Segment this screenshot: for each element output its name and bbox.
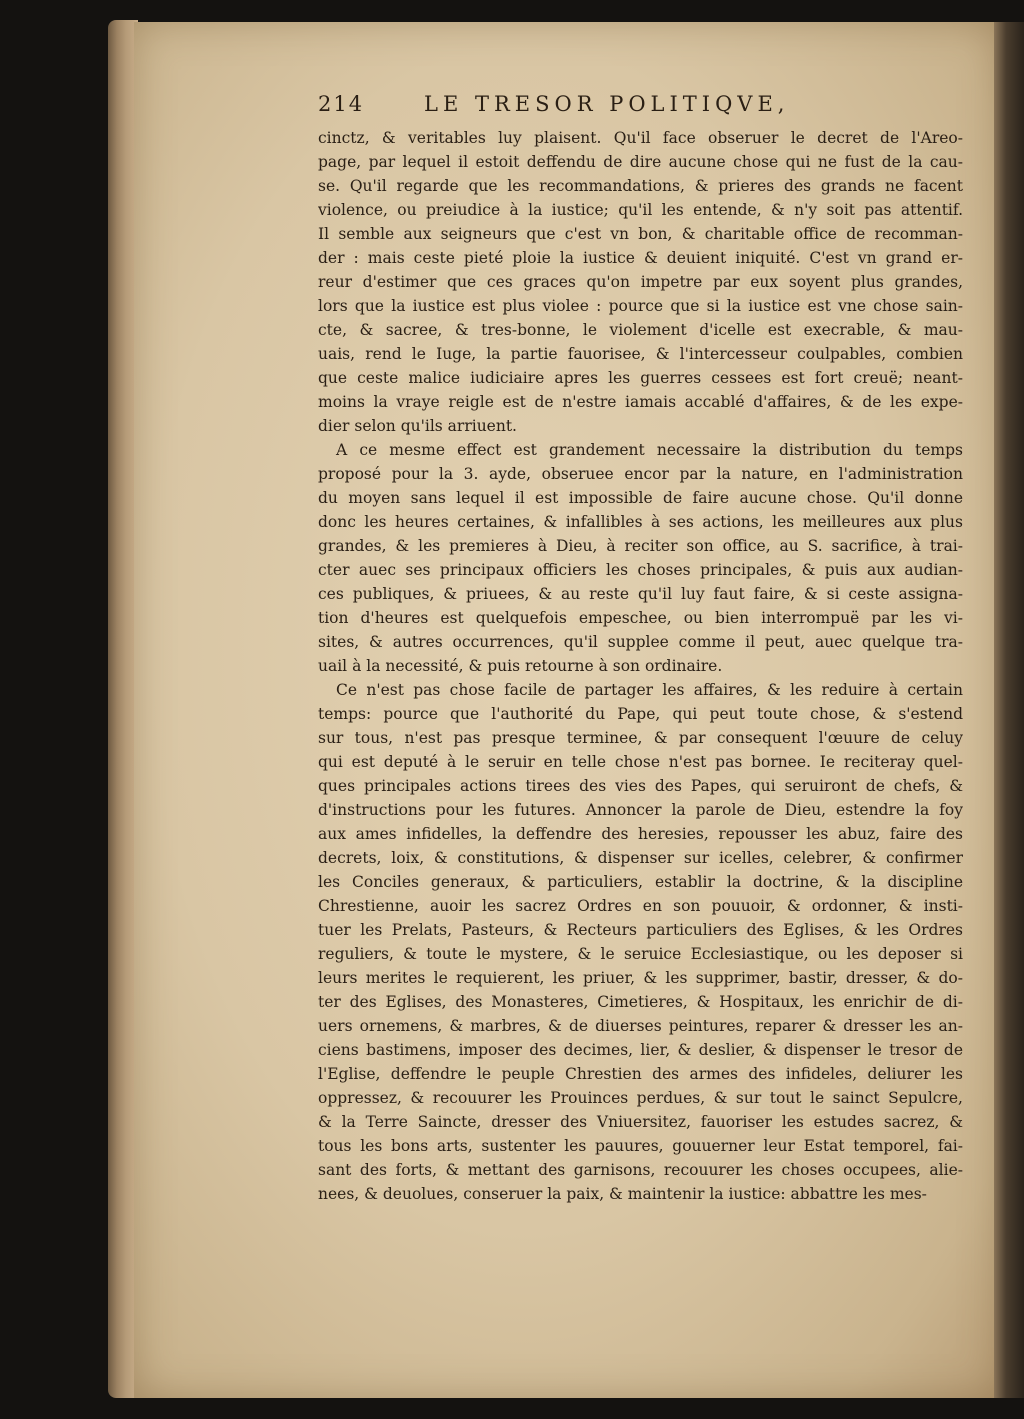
text-line: Chrestienne, auoir les sacrez Ordres en son pouuoir, & ordonner, & insti- (318, 897, 963, 915)
text-line: qui est deputé à le seruir en telle chose n'est pas bornee. Ie reciteray quel- (318, 753, 963, 771)
book-gutter (994, 22, 1024, 1398)
text-line: tuer les Prelats, Pasteurs, & Recteurs particuliers des Eglises, & les Ordres (318, 921, 963, 939)
text-line: cter auec ses principaux officiers les choses principales, & puis aux audian- (318, 561, 963, 579)
text-line: cte, & sacree, & tres-bonne, le violement d'icelle est execrable, & mau- (318, 321, 963, 339)
text-line: ter des Eglises, des Monasteres, Cimetieres, & Hospitaux, les enrichir de di- (318, 993, 963, 1011)
text-line: uais, rend le Iuge, la partie fauorisee, & l'intercesseur coulpables, combien (318, 345, 963, 363)
text-line: sur tous, n'est pas presque terminee, & par consequent l'œuure de celuy (318, 729, 963, 747)
text-line: tion d'heures est quelquefois empeschee, ou bien interrompuë par les vi- (318, 609, 963, 627)
text-line: tous les bons arts, sustenter les pauures, gouuerner leur Estat temporel, fai- (318, 1137, 963, 1155)
text-line: temps: pource que l'authorité du Pape, qui peut toute chose, & s'estend (318, 705, 963, 723)
paragraph (318, 438, 963, 678)
text-line: ciens bastimens, imposer des decimes, lier, & deslier, & dispenser le tresor de (318, 1041, 963, 1059)
text-line: se. Qu'il regarde que les recommandations, & prieres des grands ne facent (318, 177, 963, 195)
text-line: proposé pour la 3. ayde, obseruee encor par la nature, en l'administration (318, 465, 963, 483)
text-line: A ce mesme effect est grandement necessaire la distribution du temps (336, 441, 963, 459)
text-line: lors que la iustice est plus violee : pource que si la iustice est vne chose sain- (318, 297, 963, 315)
text-line: d'instructions pour les futures. Annoncer la parole de Dieu, estendre la foy (318, 801, 963, 819)
text-line: donc les heures certaines, & infallibles à ses actions, les meilleures aux plus (318, 513, 963, 531)
text-line: du moyen sans lequel il est impossible de faire aucune chose. Qu'il donne (318, 489, 963, 507)
text-line: decrets, loix, & constitutions, & dispenser sur icelles, celebrer, & confirmer (318, 849, 963, 867)
text-line: uail à la necessité, & puis retourne à son ordinaire. (318, 657, 723, 675)
text-line: leurs merites le requierent, les priuer, & les supprimer, bastir, dresser, & do- (318, 969, 963, 987)
running-head (318, 92, 838, 126)
paragraph (318, 126, 963, 438)
text-line: sant des forts, & mettant des garnisons, recouurer les choses occupees, alie- (318, 1161, 963, 1179)
text-line: les Conciles generaux, & particuliers, establir la doctrine, & la discipline (318, 873, 963, 891)
text-line: & la Terre Saincte, dresser des Vniuersitez, fauoriser les estudes sacrez, & (318, 1113, 963, 1131)
text-line: reguliers, & toute le mystere, & le seruice Ecclesiastique, ou les deposer si (318, 945, 963, 963)
text-line: ces publiques, & priuees, & au reste qu'il luy faut faire, & si ceste assigna- (318, 585, 963, 603)
text-line: violence, ou preiudice à la iustice; qu'il les entende, & n'y soit pas attentif. (318, 201, 963, 219)
text-line: Il semble aux seigneurs que c'est vn bon, & charitable office de recomman- (318, 225, 963, 243)
body-text (318, 126, 963, 1206)
text-line: cinctz, & veritables luy plaisent. Qu'il face obseruer le decret de l'Areo- (318, 129, 963, 147)
text-line: sites, & autres occurrences, qu'il supplee comme il peut, auec quelque tra- (318, 633, 963, 651)
text-line: oppressez, & recouurer les Prouinces perdues, & sur tout le sainct Sepulcre, (318, 1089, 963, 1107)
text-line: ques principales actions tirees des vies des Papes, qui seruiront de chefs, & (318, 777, 963, 795)
text-line: grandes, & les premieres à Dieu, à reciter son office, au S. sacrifice, à trai- (318, 537, 963, 555)
text-line: nees, & deuolues, conseruer la paix, & maintenir la iustice: abbattre les mes- (318, 1185, 927, 1203)
text-line: l'Eglise, deffendre le peuple Chrestien des armes des infideles, deliurer les (318, 1065, 963, 1083)
text-line: der : mais ceste pieté ploie la iustice & deuient iniquité. C'est vn grand er- (318, 249, 963, 267)
page-number: 214 (318, 92, 365, 116)
text-line: reur d'estimer que ces graces qu'on impetre par eux soyent plus grandes, (318, 273, 963, 291)
running-title: LE TRESOR POLITIQVE, (424, 92, 790, 116)
paragraph (318, 678, 963, 1206)
text-line: page, par lequel il estoit deffendu de dire aucune chose qui ne fust de la cau- (318, 153, 963, 171)
text-line: moins la vraye reigle est de n'estre iamais accablé d'affaires, & de les expe- (318, 393, 963, 411)
text-line: que ceste malice iudiciaire apres les guerres cessees est fort creuë; neant- (318, 369, 963, 387)
text-line: Ce n'est pas chose facile de partager les affaires, & les reduire à certain (336, 681, 963, 699)
text-line: dier selon qu'ils arriuent. (318, 417, 517, 435)
text-line: aux ames infidelles, la deffendre des heresies, repousser les abuz, faire des (318, 825, 963, 843)
text-line: uers ornemens, & marbres, & de diuerses peintures, reparer & dresser les an- (318, 1017, 963, 1035)
